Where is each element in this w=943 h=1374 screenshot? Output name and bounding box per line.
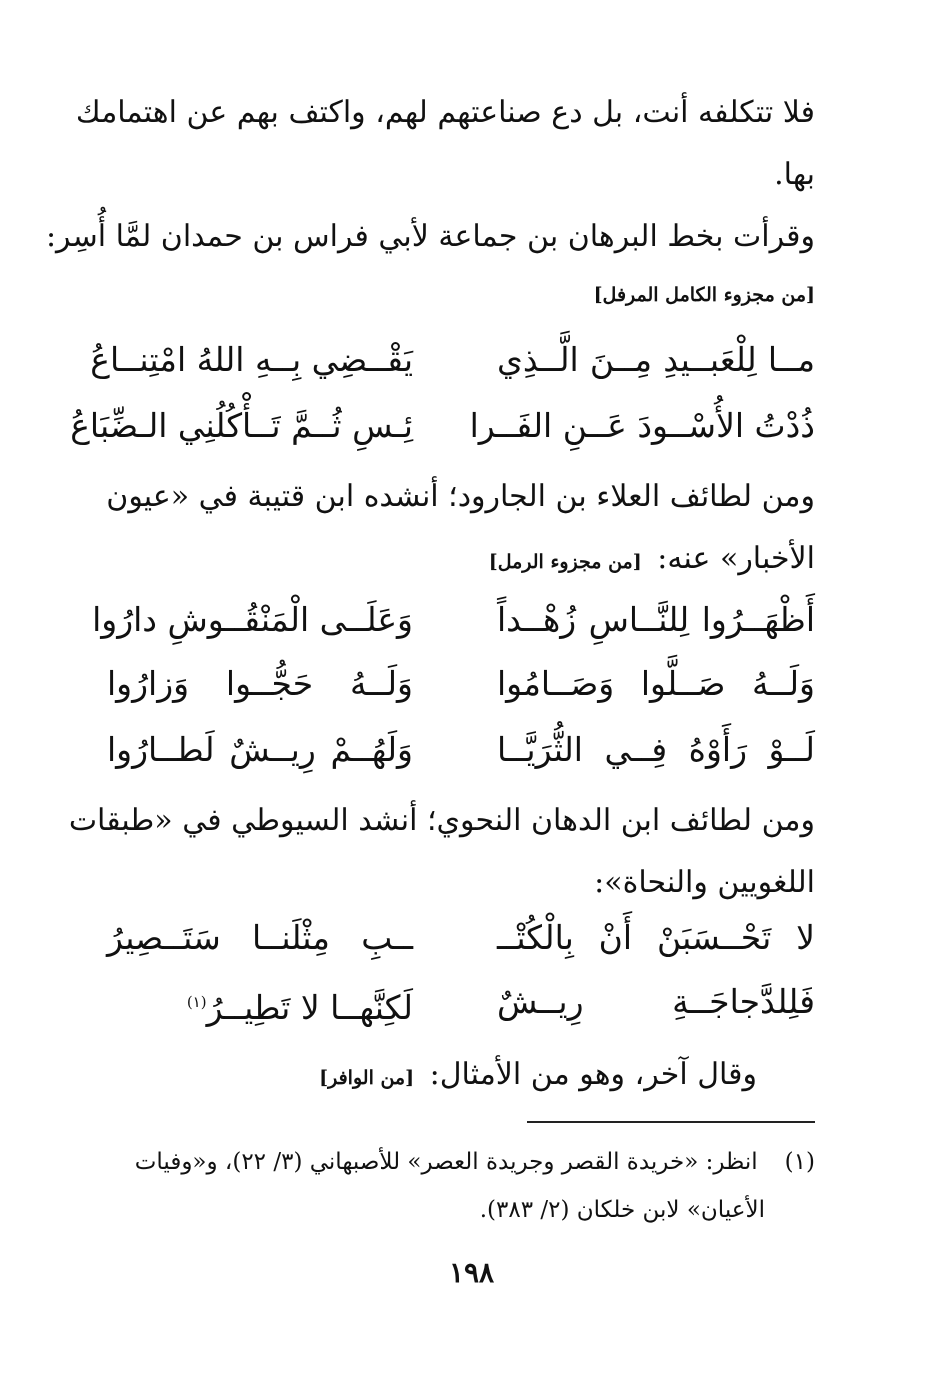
footnote-reference-mark: (١)	[186, 993, 207, 1011]
paragraph-3-line-1: ومن لطائف العلاء بن الجارود؛ أنشده ابن قتيبة في «عيون	[106, 479, 815, 514]
poem-3-verse-2	[107, 972, 815, 1032]
paragraph-1-line-2: بها.	[774, 157, 815, 192]
hemistich-right: وَلَــهُ صَــلَّوا وَصَــامُوا	[497, 664, 815, 703]
poem-1-verse-2	[70, 396, 815, 456]
hemistich-left: وَعَلَــى الْمَنْقُــوشِ دارُوا	[92, 600, 413, 639]
hemistich-right: لَــوْ رَأَوْهُ فِــي الثُّرَيَّــا	[497, 730, 815, 769]
poem-2-verse-2	[107, 654, 815, 714]
hemistich-left: ــبِ مِثْلَنــا سَتَــصِيرُ	[107, 918, 413, 957]
meter-label-2: [من مجزوء الرمل]	[488, 551, 642, 573]
hemistich-right: فَلِلدَّجاجَــةِ رِيــشٌ	[497, 982, 815, 1021]
poem-1-verse-1	[90, 330, 815, 390]
footnote-line-2: الأعيان» لابن خلكان (٢/ ٣٨٣).	[479, 1197, 765, 1223]
paragraph-5	[319, 1044, 757, 1109]
paragraph-2: وقرأت بخط البرهان بن جماعة لأبي فراس بن حمدان لمَّا أُسِر:	[45, 219, 815, 254]
hemistich-right: لا تَحْــسَبَنْ أَنْ بِالْكُتْــ	[497, 918, 815, 957]
poem-2-verse-1	[92, 590, 815, 650]
hemistich-left-text: لَكِنَّهــا لا تَطِيــرُ	[206, 988, 413, 1027]
paragraph-4-line-2: اللغويين والنحاة»:	[594, 865, 815, 900]
paragraph-5-text: وقال آخر، وهو من الأمثال:	[429, 1057, 757, 1092]
paragraph-1-line-1: فلا تتكلفه أنت، بل دع صناعتهم لهم، واكتف بهم عن اهتمامك	[75, 95, 815, 130]
paragraph-3-line-2	[489, 528, 815, 593]
hemistich-left-with-note	[107, 972, 413, 1038]
page-number: ١٩٨	[448, 1256, 495, 1289]
poem-3-verse-1	[107, 908, 815, 968]
hemistich-left: يَقْــضِي بِــهِ اللهُ امْتِنــاعُ	[90, 340, 413, 379]
hemistich-left: وَلَــهُ حَجُّــوا وَزارُوا	[107, 664, 413, 703]
footnote-text-1: انظر: «خريدة القصر وجريدة العصر» للأصبهاني (٣/ ٢٢)، و«وفيات	[134, 1149, 758, 1175]
hemistich-right: أَظْهَــرُوا لِلنَّــاسِ زُهْــداً	[497, 600, 815, 639]
poem-2-verse-3	[107, 720, 815, 780]
meter-label-3: [من الوافر]	[319, 1067, 415, 1089]
footnote-line-1	[107, 1138, 815, 1186]
paragraph-4-line-1: ومن لطائف ابن الدهان النحوي؛ أنشد السيوطي في «طبقات	[68, 803, 815, 838]
paragraph-3-text: الأخبار» عنه:	[657, 541, 815, 576]
meter-label-1: [من مجزوء الكامل المرفل]	[593, 284, 815, 306]
hemistich-right: مــا لِلْعَبــيدِ مِــنَ الَّــذِي	[497, 340, 815, 379]
hemistich-left: وَلَهُــمْ رِيــشٌ لَطــارُوا	[107, 730, 413, 769]
hemistich-right: ذُدْتُ الأُسْــودَ عَــنِ الفَــرا	[469, 406, 815, 445]
footnote-separator	[527, 1121, 815, 1123]
footnote-number: (١)	[784, 1149, 815, 1175]
hemistich-left: ئِـسِ ثُــمَّ تَــأْكُلُنِي الـضِّبَاعُ	[70, 406, 413, 445]
